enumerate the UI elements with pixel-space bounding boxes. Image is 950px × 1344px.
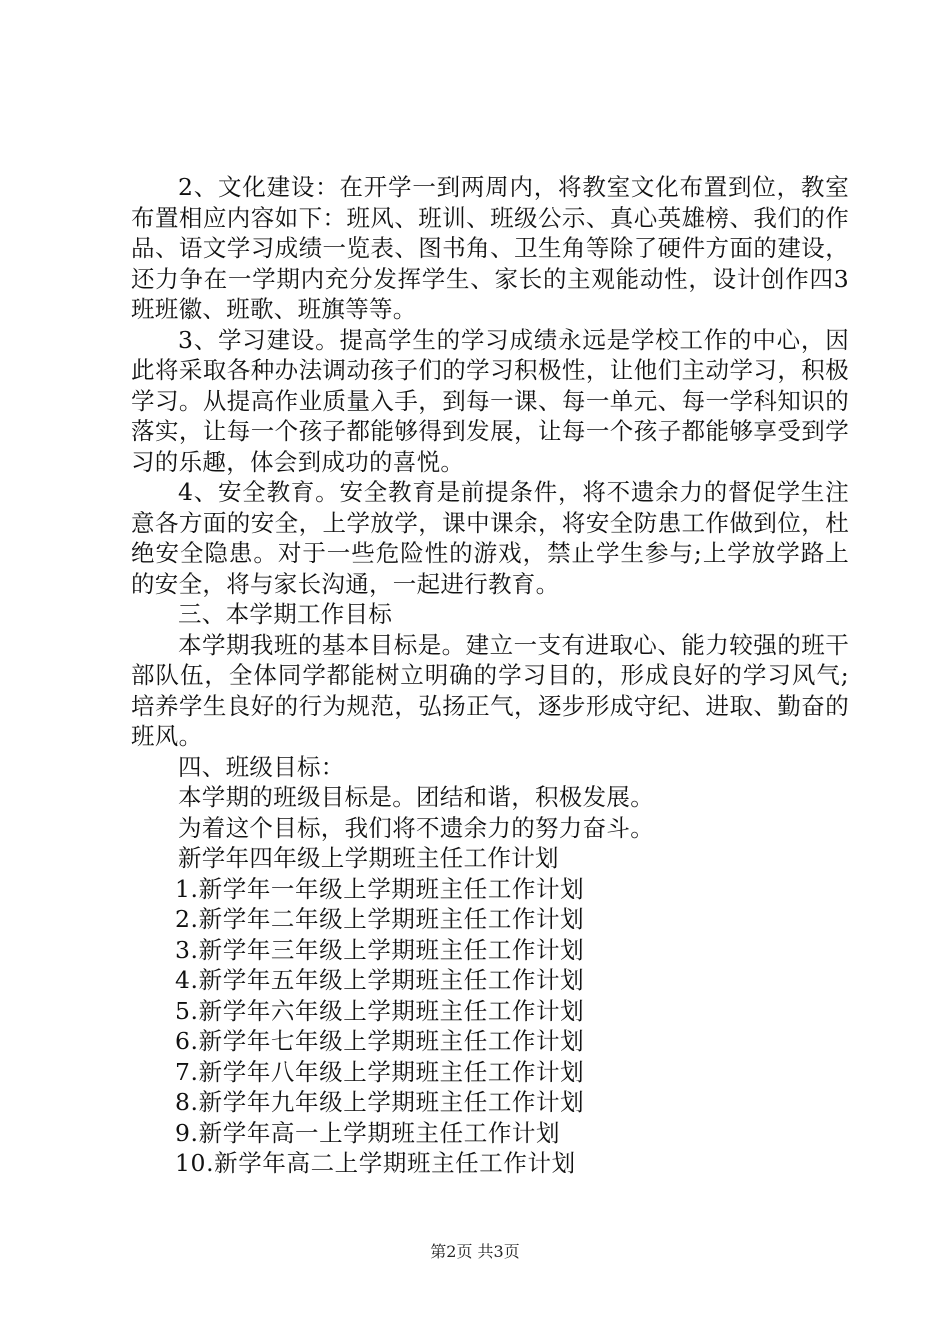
related-article-link[interactable]: 3.新学年三年级上学期班主任工作计划 xyxy=(175,935,585,964)
related-article-link[interactable]: 1.新学年一年级上学期班主任工作计划 xyxy=(175,874,585,903)
related-articles-list xyxy=(131,874,849,1179)
related-article-link[interactable]: 2.新学年二年级上学期班主任工作计划 xyxy=(175,905,585,933)
section-heading-semester-goals: 三、本学期工作目标 xyxy=(178,600,393,628)
related-article-link[interactable]: 6.新学年七年级上学期班主任工作计划 xyxy=(175,1027,585,1055)
class-goal-line: 本学期的班级目标是。团结和谐，积极发展。 xyxy=(178,783,654,811)
paragraph-culture-building: 2、文化建设：在开学一到两周内，将教室文化布置到位，教室布置相应内容如下：班风、班训、班级公示、真心英雄榜、我们的作品、语文学习成绩一览表、图书角、卫生角等除了硬件方面的建设，还力争在一学期内充分发挥学生、家长的主观能动性，设计创作四3班班徽、班歌、班旗等等。 xyxy=(131,173,849,323)
related-article-link[interactable]: 4.新学年五年级上学期班主任工作计划 xyxy=(175,966,585,994)
related-article-link[interactable]: 8.新学年九年级上学期班主任工作计划 xyxy=(175,1088,585,1116)
class-goal-commitment-line: 为着这个目标，我们将不遗余力的努力奋斗。 xyxy=(178,813,654,842)
related-article-link[interactable]: 9.新学年高一上学期班主任工作计划 xyxy=(175,1118,561,1147)
related-articles-title: 新学年四年级上学期班主任工作计划 xyxy=(178,844,559,872)
related-article-link[interactable]: 10.新学年高二上学期班主任工作计划 xyxy=(175,1149,576,1177)
page-number-footer: 第2页 共3页 xyxy=(430,1242,520,1261)
document-body xyxy=(131,172,849,1179)
paragraph-semester-goals: 本学期我班的基本目标是。建立一支有进取心、能力较强的班干部队伍，全体同学都能树立明确的学习目的，形成良好的学习风气;培养学生良好的行为规范，弘扬正气，逐步形成守纪、进取、勤奋的班风。 xyxy=(131,630,849,750)
paragraph-safety-education: 4、安全教育。安全教育是前提条件，将不遗余力的督促学生注意各方面的安全，上学放学，课中课余，将安全防患工作做到位，杜绝安全隐患。对于一些危险性的游戏，禁止学生参与;上学放学路上的安全，将与家长沟通，一起进行教育。 xyxy=(131,478,849,598)
section-heading-class-goals: 四、班级目标： xyxy=(178,752,345,781)
paragraph-study-building: 3、学习建设。提高学生的学习成绩永远是学校工作的中心，因此将采取各种办法调动孩子们的学习积极性，让他们主动学习，积极学习。从提高作业质量入手，到每一课、每一单元、每一学科知识的落实，让每一个孩子都能够得到发展，让每一个孩子都能够享受到学习的乐趣，体会到成功的喜悦。 xyxy=(131,325,849,476)
related-article-link[interactable]: 5.新学年六年级上学期班主任工作计划 xyxy=(175,996,585,1025)
related-article-link[interactable]: 7.新学年八年级上学期班主任工作计划 xyxy=(175,1057,585,1086)
